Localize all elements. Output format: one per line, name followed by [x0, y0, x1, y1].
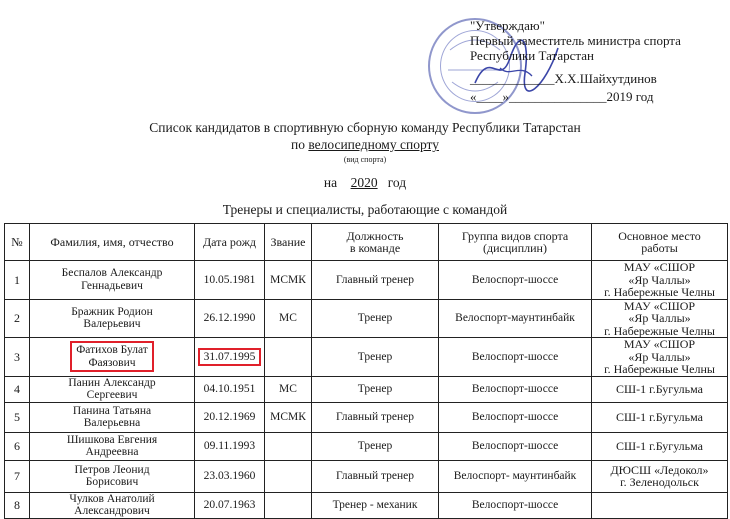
row-workplace [592, 460, 728, 492]
row-rank: МС [265, 376, 312, 402]
row-workplace: СШ-1 г.Бугульма [592, 376, 728, 402]
row-dob [195, 338, 265, 377]
row-dob: 04.10.1951 [195, 376, 265, 402]
name-line-2: Геннадьевич [81, 279, 143, 292]
row-discipline: Велоспорт-шоссе [439, 338, 592, 377]
row-rank [265, 492, 312, 518]
row-position: Главный тренер [312, 261, 439, 300]
row-dob: 26.12.1990 [195, 299, 265, 338]
row-num: 6 [5, 432, 30, 460]
table-row [5, 261, 728, 300]
table-row [5, 299, 728, 338]
row-position: Тренер [312, 299, 439, 338]
row-num: 1 [5, 261, 30, 300]
name-line-1: Петров Леонид [74, 463, 150, 476]
row-num: 3 [5, 338, 30, 377]
sport-prefix: по [291, 137, 309, 152]
work-line-1: ДЮСШ «Ледокол» [610, 462, 709, 477]
name-line-2: Фаязович [88, 356, 136, 369]
sport-caption: (вид спорта) [343, 155, 387, 164]
name-line-1: Фатихов Булат [76, 344, 148, 357]
table-row [5, 376, 728, 402]
row-workplace: СШ-1 г.Бугульма [592, 402, 728, 432]
row-rank: МСМК [265, 402, 312, 432]
header-discipline [439, 224, 592, 261]
approval-line-3: Республики Татарстан [470, 48, 594, 63]
row-dob: 20.07.1963 [195, 492, 265, 518]
work-line-2: г. Зеленодольск [620, 475, 699, 489]
header-dob: Дата рожд [195, 224, 265, 261]
row-position: Тренер [312, 432, 439, 460]
name-line-1: Чулков Анатолий [69, 492, 155, 505]
row-discipline: Велоспорт-шоссе [439, 376, 592, 402]
header-workplace-2: работы [641, 241, 678, 255]
row-discipline: Велоспорт-шоссе [439, 432, 592, 460]
name-line-1: Бражник Родион [71, 305, 153, 318]
row-name [30, 432, 195, 460]
work-line-3: г. Набережные Челны [604, 323, 715, 338]
row-num: 4 [5, 376, 30, 402]
row-dob: 10.05.1981 [195, 261, 265, 300]
work-line-1: МАУ «СШОР [623, 299, 696, 313]
header-position [312, 224, 439, 261]
row-num: 2 [5, 299, 30, 338]
row-rank [265, 338, 312, 377]
section-title: Тренеры и специалисты, работающие с командой [222, 202, 508, 217]
header-position-1: Должность [346, 228, 404, 243]
name-line-2: Валерьевич [83, 318, 141, 331]
header-workplace-1: Основное место [618, 228, 701, 243]
row-name [30, 402, 195, 432]
row-dob: 20.12.1969 [195, 402, 265, 432]
row-position: Главный тренер [312, 460, 439, 492]
work-line-1: МАУ «СШОР [623, 337, 696, 351]
row-name [30, 460, 195, 492]
candidates-table [4, 223, 728, 519]
name-highlight [70, 341, 154, 372]
row-num: 5 [5, 402, 30, 432]
table-row [5, 460, 728, 492]
row-rank [265, 432, 312, 460]
year-prefix: на [323, 175, 338, 190]
row-position: Главный тренер [312, 402, 439, 432]
header-rank: Звание [265, 224, 312, 261]
header-discipline-1: Группа видов спорта [461, 228, 569, 243]
sport-line [0, 137, 730, 153]
row-name [30, 261, 195, 300]
row-discipline: Велоспорт-шоссе [439, 492, 592, 518]
header-name: Фамилия, имя, отчество [30, 224, 195, 261]
row-workplace [592, 261, 728, 300]
row-workplace: СШ-1 г.Бугульма [592, 432, 728, 460]
name-line-1: Панин Александр [68, 376, 156, 389]
sport-name: велосипедному спорту [308, 137, 439, 152]
approval-line-5: «____»_______________2019 год [470, 89, 654, 104]
row-num: 7 [5, 460, 30, 492]
work-line-3: г. Набережные Челны [604, 285, 715, 299]
row-discipline: Велоспорт-шоссе [439, 402, 592, 432]
work-line-1: МАУ «СШОР [623, 260, 696, 274]
row-name [30, 492, 195, 518]
table-header-row [5, 224, 728, 261]
row-position: Тренер [312, 376, 439, 402]
row-position: Тренер [312, 338, 439, 377]
row-name [30, 376, 195, 402]
name-line-1: Беспалов Александр [61, 267, 163, 280]
row-rank: МС [265, 299, 312, 338]
name-line-2: Сергеевич [86, 389, 138, 401]
header-workplace [592, 224, 728, 261]
header-num: № [5, 224, 30, 261]
row-rank: МСМК [265, 261, 312, 300]
table-row [5, 338, 728, 377]
name-line-2: Борисович [85, 476, 139, 488]
approval-line-2: Первый заместитель министра спорта [470, 33, 681, 48]
document-title: Список кандидатов в спортивную сборную команду Республики Татарстан [149, 120, 581, 135]
approval-line-4: _____________Х.Х.Шайхутдинов [470, 71, 657, 86]
name-line-1: Шишкова Евгения [66, 433, 158, 446]
row-discipline: Велоспорт-шоссе [439, 261, 592, 300]
row-discipline: Велоспорт- маунтинбайк [439, 460, 592, 492]
name-line-2: Андреевна [85, 446, 139, 458]
name-line-2: Валерьевна [83, 417, 141, 429]
table-row [5, 432, 728, 460]
year-line [0, 175, 730, 191]
header-discipline-2: (дисциплин) [483, 241, 547, 255]
row-workplace [592, 338, 728, 377]
work-line-2: «Яр Чаллы» [628, 272, 691, 287]
year-suffix: год [387, 175, 407, 190]
name-line-1: Панина Татьяна [72, 404, 152, 417]
dob-highlight: 31.07.1995 [198, 348, 262, 367]
row-workplace [592, 299, 728, 338]
table-row [5, 492, 728, 518]
work-line-2: «Яр Чаллы» [628, 311, 691, 325]
header-position-2: в команде [349, 241, 401, 255]
row-dob: 09.11.1993 [195, 432, 265, 460]
row-rank [265, 460, 312, 492]
row-dob: 23.03.1960 [195, 460, 265, 492]
work-line-2: «Яр Чаллы» [628, 349, 691, 364]
name-line-2: Александрович [74, 505, 150, 517]
row-name [30, 299, 195, 338]
approval-line-1: "Утверждаю" [470, 18, 545, 33]
row-discipline: Велоспорт-маунтинбайк [439, 299, 592, 338]
year-value: 2020 [350, 175, 378, 190]
row-name [30, 338, 195, 377]
row-num: 8 [5, 492, 30, 518]
table-row [5, 402, 728, 432]
work-line-3: г. Набережные Челны [604, 362, 715, 376]
row-workplace [592, 492, 728, 518]
row-position: Тренер - механик [312, 492, 439, 518]
